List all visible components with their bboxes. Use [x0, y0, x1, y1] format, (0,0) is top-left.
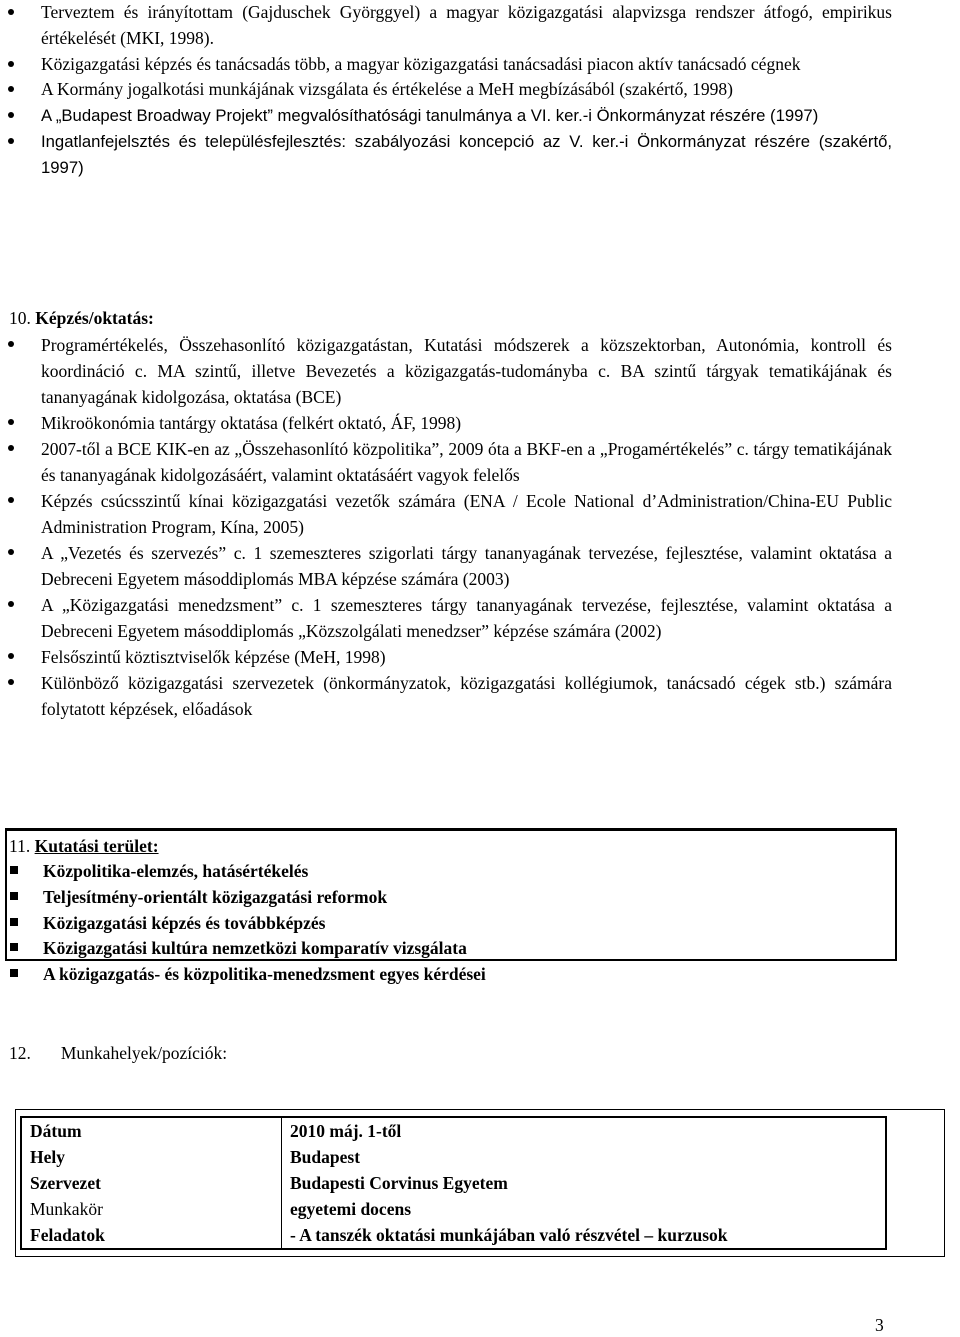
list-item: 2007-től a BCE KIK-en az „Összehasonlító közpolitika”, 2009 óta a BKF-en a „Progamértékelés” c. tárgy tematikájának és tananyagának kidolgozásáért, valamint oktatásáért vagyok felelős: [41, 439, 892, 485]
list-item: Különböző közigazgatási szervezetek (önkormányzatok, közigazgatási kollégiumok, tanácsadó cégek stb.) számára folytatott képzések, előadások: [41, 673, 892, 719]
section-heading-positions: [9, 1040, 227, 1066]
table-row: [21, 1222, 886, 1249]
row-value: - A tanszék oktatási munkájában való részvétel – kurzusok: [290, 1225, 728, 1245]
list-item: Teljesítmény-orientált közigazgatási reformok: [43, 885, 486, 911]
section-number: 12.: [9, 1043, 31, 1063]
research-projects-list: [41, 0, 892, 181]
list-item: Közpolitika-elemzés, hatásértékelés: [43, 859, 486, 885]
list-item: A közigazgatás- és közpolitika-menedzsment egyes kérdései: [43, 962, 486, 988]
list-item: Képzés csúcsszintű kínai közigazgatási vezetők számára (ENA / Ecole National d’Administration/China-EU Public Administration Program, Kína, 2005): [41, 491, 892, 537]
row-key: Szervezet: [21, 1170, 282, 1196]
research-area-box: [5, 828, 897, 985]
table-row: [21, 1196, 886, 1222]
row-value: Budapesti Corvinus Egyetem: [290, 1173, 508, 1193]
list-item: A „Vezetés és szervezés” c. 1 szemeszteres szigorlati tárgy tananyagának tervezése, fejlesztése, valamint oktatása a Debreceni Egyetem másoddiplomás MBA képzése számára (2003): [41, 543, 892, 589]
list-item: Ingatlanfejelsztés és településfejlesztés: szabályozási koncepció az V. ker.-i Önkormányzat részére (szakértő, 1997): [41, 131, 892, 177]
section-label: Kutatási terület:: [34, 836, 159, 856]
row-key: Feladatok: [21, 1222, 282, 1249]
list-item: Terveztem és irányítottam (Gajduschek Györggyel) a magyar közigazgatási alapvizsga rendszer átfogó, empirikus értékelését (MKI, 1998).: [41, 2, 892, 48]
page-number: 3: [875, 1315, 884, 1335]
list-item: Programértékelés, Összehasonlító közigazgatástan, Kutatási módszerek a közszektorban, Autonómia, kontroll és koordináció c. MA szintű, illetve Bevezetés a közigazgatás-tudományba c. BA szintű tárgyak tematikájának és tananyagának kidolgozása, oktatása (BCE): [41, 335, 892, 407]
research-area-list: [43, 859, 486, 988]
positions-table: [20, 1116, 887, 1250]
row-value: Budapest: [290, 1147, 361, 1167]
row-value: egyetemi docens: [290, 1199, 412, 1219]
row-key: Hely: [21, 1144, 282, 1170]
list-item: A „Budapest Broadway Projekt” megvalósíthatósági tanulmánya a VI. ker.-i Önkormányzat részére (1997): [41, 106, 819, 126]
list-item: A Kormány jogalkotási munkájának vizsgálata és értékelése a MeH megbízásából (szakértő, 1998): [41, 79, 733, 100]
section-number: 10.: [9, 308, 31, 328]
section-label: Képzés/oktatás:: [35, 308, 154, 328]
training-list: [41, 332, 892, 722]
table-row: [21, 1144, 886, 1170]
list-item: Mikroökonómia tantárgy oktatása (felkért oktató, ÁF, 1998): [41, 413, 462, 433]
table-row: [21, 1117, 886, 1144]
table-row: [21, 1170, 886, 1196]
list-item: Közigazgatási kultúra nemzetközi komparatív vizsgálata: [43, 936, 486, 962]
list-item: A „Közigazgatási menedzsment” c. 1 szemeszteres tárgy tananyagának tervezése, fejlesztése, valamint oktatása a Debreceni Egyetem másoddiplomás „Közszolgálati menedzser” képzése számára (2002): [41, 595, 892, 641]
list-item: Felsőszintű köztisztviselők képzése (MeH, 1998): [41, 647, 386, 667]
list-item: Közigazgatási képzés és továbbképzés: [43, 911, 486, 937]
row-key: Munkakör: [21, 1196, 282, 1222]
row-key: Dátum: [21, 1117, 282, 1144]
list-item: Közigazgatási képzés és tanácsadás több, a magyar közigazgatási tanácsadási piacon aktív tanácsadó cégnek: [41, 53, 801, 74]
section-heading-training: [9, 305, 154, 331]
section-label: Munkahelyek/pozíciók:: [60, 1043, 228, 1063]
row-value: 2010 máj. 1-től: [290, 1121, 402, 1141]
section-number: 11.: [9, 836, 31, 856]
section-heading-research: [9, 833, 159, 859]
